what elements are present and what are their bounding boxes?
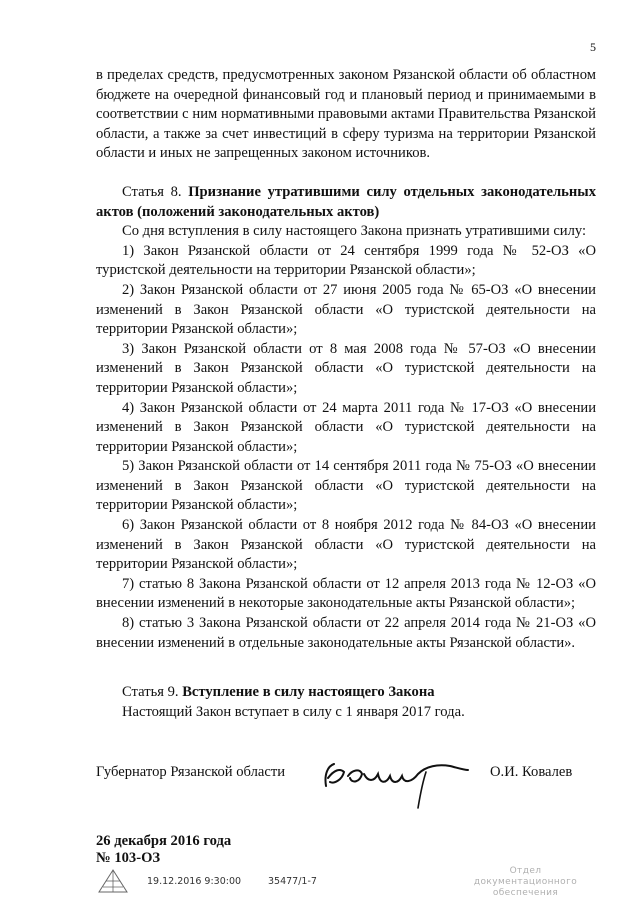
paragraph-funding-sources: в пределах средств, предусмотренных законом Рязанской области об областном бюджете на очередной финансовый год и плановый период и принимаемыми в соответствии с ним нормативными правовыми актами Правительства Рязанской области, а также за счет инвестиций в сферу туризма на территории Рязанской области и иных не запрещенных законом источников. xyxy=(96,67,596,162)
article-9-text: Настоящий Закон вступает в силу с 1 января 2017 года. xyxy=(122,703,465,720)
page-number: 5 xyxy=(590,40,596,54)
article-8-intro: Со дня вступления в силу настоящего Закона признать утратившими силу: xyxy=(122,223,587,240)
governor-title: Губернатор Рязанской области xyxy=(96,764,286,780)
article-9-title: Вступление в силу настоящего Закона xyxy=(182,684,435,701)
department-stamp xyxy=(458,866,593,899)
repealed-item-2: 2) Закон Рязанской области от 27 июня 2005 года № 65-ОЗ «О внесении изменений в Закон Рязанской области «О туристской деятельности на территории Рязанской области»; xyxy=(96,281,596,338)
handwritten-signature xyxy=(318,752,488,812)
repealed-item-8: 8) статью 3 Закона Рязанской области от 22 апреля 2014 года № 21-ОЗ «О внесении изменений в отдельные законодательные акты Рязанской области». xyxy=(96,615,596,651)
article-9-number: Статья 9. xyxy=(122,684,183,701)
repealed-item-1: 1) Закон Рязанской области от 24 сентября 1999 года № 52-ОЗ «О туристской деятельности на территории Рязанской области»; xyxy=(96,242,596,279)
signing-date: 26 декабря 2016 года xyxy=(96,833,232,849)
law-number: № 103-ОЗ xyxy=(96,850,161,866)
repealed-item-4: 4) Закон Рязанской области от 24 марта 2011 года № 17-ОЗ «О внесении изменений в Закон Рязанской области «О туристской деятельности на территории Рязанской области»; xyxy=(96,399,596,455)
stamp-line-2: обеспечения xyxy=(492,888,559,898)
registration-timestamp: 19.12.2016 9:30:00 xyxy=(147,876,242,887)
signing-details xyxy=(96,833,231,867)
repealed-item-6: 6) Закон Рязанской области от 8 ноября 2012 года № 84-ОЗ «О внесении изменений в Закон Рязанской области «О туристской деятельности на территории Рязанской области»; xyxy=(96,517,596,573)
article-8-title: Признание утратившими силу отдельных законодательных актов (положений законодательных актов) xyxy=(96,183,597,220)
registration-logo-icon xyxy=(96,868,130,894)
stamp-line-1: Отдел документационного xyxy=(473,866,578,887)
document-body xyxy=(96,66,596,722)
repealed-item-3: 3) Закон Рязанской области от 8 мая 2008 года № 57-ОЗ «О внесении изменений в Закон Рязанской области «О туристской деятельности на территории Рязанской области»; xyxy=(96,340,596,396)
repealed-item-7: 7) статью 8 Закона Рязанской области от 12 апреля 2013 года № 12-ОЗ «О внесении изменений в некоторые законодательные акты Рязанской области»; xyxy=(96,575,596,612)
signature-row xyxy=(96,758,596,818)
governor-name: О.И. Ковалев xyxy=(490,764,573,780)
repealed-item-5: 5) Закон Рязанской области от 14 сентября 2011 года № 75-ОЗ «О внесении изменений в Закон Рязанской области «О туристской деятельности на территории Рязанской области»; xyxy=(96,458,596,514)
registration-id: 35477/1-7 xyxy=(268,876,317,887)
article-8-number: Статья 8. xyxy=(122,183,189,200)
article-8-heading xyxy=(96,183,596,222)
article-9-heading xyxy=(96,683,596,703)
